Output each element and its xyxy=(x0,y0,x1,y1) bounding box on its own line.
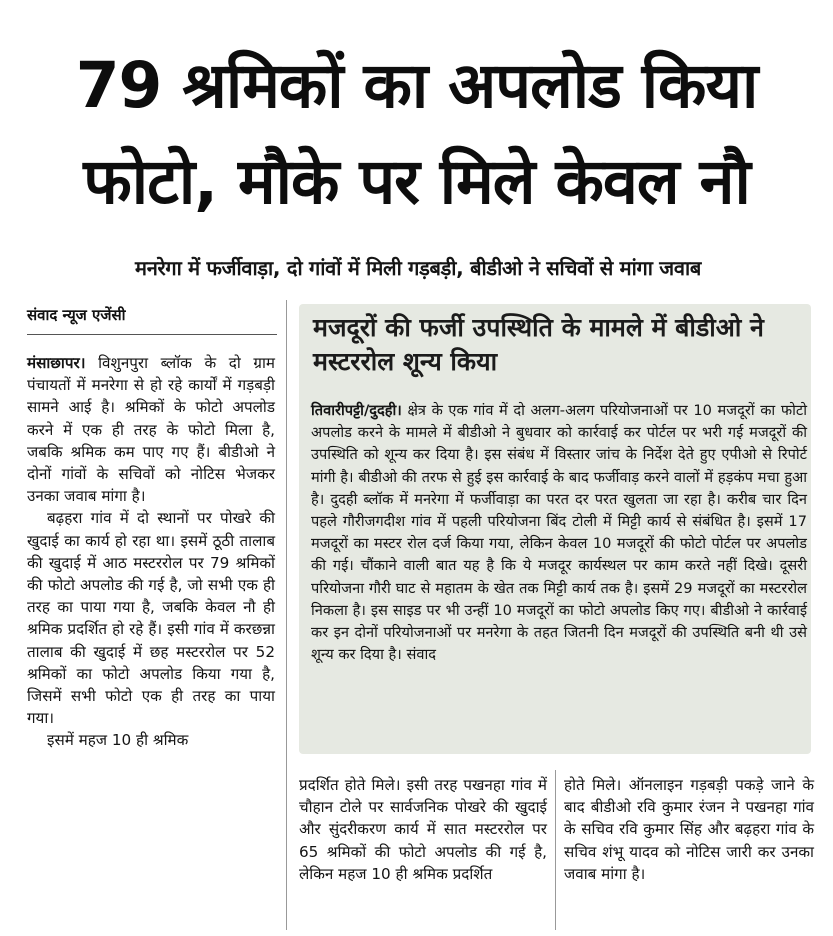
main-story-column-2: प्रदर्शित होते मिले। इसी तरह पखनहा गांव में चौहान टोले पर सार्वजनिक पोखरे की खुदाई और सुंदरीकरण कार्य में सात मस्टररोल पर 65 श्रमिकों की फोटो अपलोड की गई है, लेकिन महज 10 ही श्रमिक प्रदर्शित xyxy=(299,776,547,883)
main-story-dateline: मंसाछापर। xyxy=(27,354,86,372)
byline-rule xyxy=(27,334,277,335)
headline-line-1: 79 श्रमिकों का अपलोड किया xyxy=(75,49,758,122)
box-story-dateline: तिवारीपट्टी/दुदही। xyxy=(311,402,402,419)
headline-line-2: फोटो, मौके पर मिले केवल नौ xyxy=(83,145,750,218)
subheadline: मनरेगा में फर्जीवाड़ा, दो गांवों में मिली गड़बड़ी, बीडीओ ने सचिवों से मांगा जवाब xyxy=(135,256,701,280)
column-divider-1 xyxy=(286,300,287,930)
box-story-title: मजदूरों की फर्जी उपस्थिति के मामले में बीडीओ ने मस्टररोल शून्य किया xyxy=(313,313,764,376)
column-divider-2 xyxy=(555,770,556,930)
main-story-paragraph-2: बढ़हरा गांव में दो स्थानों पर पोखरे की खुदाई का कार्य हो रहा था। इसमें ठूठी तालाब की खुदाई में आठ मस्टररोल पर 79 श्रमिकों की फोटो अपलोड की गई है, जो सभी एक ही तरह का पाया गया है, जबकि केवल नौ ही श्रमिक प्रदर्शित हो रहे हैं। इसी गांव में करछन्ना तालाब की खुदाई में छह मस्टररोल पर 52 श्रमिकों का फोटो अपलोड किया गया है, जिसमें सभी फोटो एक ही तरह का पाया गया। xyxy=(27,509,275,728)
headline xyxy=(10,38,823,230)
main-story-paragraph-1: मंसाछापर। विशुनपुरा ब्लॉक के दो ग्राम पंचायतों में मनरेगा से हो रहे कार्यों में गड़बड़ी सामने आई है। श्रमिकों के फोटो अपलोड करने में एक ही तरह के फोटो मिला है, जबकि श्रमिक कम पाए गए हैं। बीडीओ ने दोनों गांवों के सचिवों को नोटिस भेजकर उनका जवाब मांगा है। xyxy=(27,354,275,506)
main-story-column-3: होते मिले। ऑनलाइन गड़बड़ी पकड़े जाने के बाद बीडीओ रवि कुमार रंजन ने पखनहा गांव के सचिव रवि कुमार सिंह और बढ़हरा गांव के सचिव शंभू यादव को नोटिस जारी कर उनका जवाब मांगा है। xyxy=(564,776,814,883)
byline: संवाद न्यूज एजेंसी xyxy=(27,306,126,324)
main-story-paragraph-3: इसमें महज 10 ही श्रमिक xyxy=(47,731,189,750)
box-story-body: तिवारीपट्टी/दुदही। क्षेत्र के एक गांव में दो अलग-अलग परियोजनाओं पर 10 मजदूरों का फोटो अपलोड करने के मामले में बीडीओ ने बुधवार को कार्रवाई कर पोर्टल पर भरी गई मजदूरों की उपस्थिति को शून्य कर दिया है। इस संबंध में विस्तार जांच के निर्देश देते हुए एपीओ से रिपोर्ट मांगी है। बीडीओ की तरफ से हुई इस कार्रवाई के बाद फर्जीवाड़ करने वालों में हड़कंप मचा हुआ है। दुदही ब्लॉक में मनरेगा में फर्जीवाड़ा का परत दर परत खुलता जा रहा है। करीब चार दिन पहले गौरीजगदीश गांव में पहली परियोजना बिंद टोली में मिट्टी कार्य से संबंधित है। इसमें 17 मजदूरों का मस्टर रोल दर्ज किया गया, लेकिन केवल 10 मजदूरों की फोटो पोर्टल पर अपलोड की गई। चौंकाने वाली बात यह है कि ये मजदूर कार्यस्थल पर काम करते नहीं दिखे। दूसरी परियोजना गौरी घाट से महातम के खेत तक मिट्टी कार्य तक है। इसमें 29 मजदूरों का मस्टररोल निकला है। इस साइड पर भी उन्हीं 10 मजदूरों का फोटो अपलोड किए गए। बीडीओ ने कार्रवाई कर इन दोनों परियोजनाओं पर मनरेगा के तहत जितनी दिन मजदूरों की उपस्थिति बनी थी उसे शून्य कर दिया है। संवाद xyxy=(311,402,807,664)
main-story-column-1 xyxy=(27,352,275,752)
